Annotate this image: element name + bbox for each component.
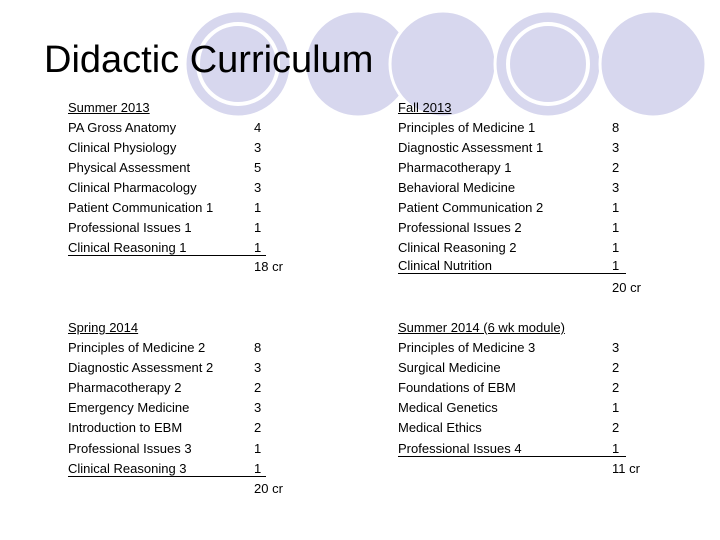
course-name: Introduction to EBM bbox=[68, 420, 183, 435]
term-heading-summer-2013: Summer 2013 bbox=[68, 100, 150, 115]
course-name: Foundations of EBM bbox=[398, 380, 516, 395]
course-credits: 3 bbox=[612, 140, 620, 155]
course-credits: 3 bbox=[254, 400, 262, 415]
course-name: Diagnostic Assessment 2 bbox=[68, 360, 214, 375]
course-name: Diagnostic Assessment 1 bbox=[398, 140, 544, 155]
course-credits: 1 bbox=[612, 258, 620, 273]
course-credits: 3 bbox=[612, 340, 620, 355]
course-credits: 3 bbox=[612, 180, 620, 195]
term-total: 20 cr bbox=[254, 481, 283, 496]
course-name: Medical Genetics bbox=[398, 400, 498, 415]
decor-circle bbox=[600, 11, 706, 117]
slide-title: Didactic Curriculum bbox=[44, 39, 374, 81]
course-credits: 4 bbox=[254, 120, 262, 135]
course-name: Principles of Medicine 1 bbox=[398, 120, 536, 135]
course-name: Clinical Pharmacology bbox=[68, 180, 197, 195]
course-name: Patient Communication 2 bbox=[398, 200, 544, 215]
course-credits: 3 bbox=[254, 180, 262, 195]
course-credits: 1 bbox=[612, 441, 620, 456]
course-credits: 1 bbox=[612, 400, 620, 415]
course-credits: 2 bbox=[254, 380, 262, 395]
course-credits: 2 bbox=[612, 360, 620, 375]
course-credits: 1 bbox=[254, 461, 262, 476]
subtotal-rule bbox=[398, 456, 626, 457]
course-name: Surgical Medicine bbox=[398, 360, 501, 375]
subtotal-rule bbox=[398, 273, 626, 274]
course-name: Clinical Nutrition bbox=[398, 258, 492, 273]
subtotal-rule bbox=[68, 255, 266, 256]
course-name: Clinical Reasoning 2 bbox=[398, 240, 517, 255]
course-name: Clinical Reasoning 1 bbox=[68, 240, 187, 255]
decor-circle bbox=[495, 11, 601, 117]
course-name: Pharmacotherapy 1 bbox=[398, 160, 512, 175]
term-heading-summer-2014: Summer 2014 (6 wk module) bbox=[398, 320, 565, 335]
course-credits: 1 bbox=[254, 220, 262, 235]
course-name: PA Gross Anatomy bbox=[68, 120, 177, 135]
term-total: 11 cr bbox=[612, 461, 640, 476]
course-credits: 2 bbox=[612, 420, 620, 435]
course-credits: 8 bbox=[254, 340, 262, 355]
subtotal-rule bbox=[68, 476, 266, 477]
term-heading-fall-2013: Fall 2013 bbox=[398, 100, 452, 115]
course-credits: 2 bbox=[254, 420, 262, 435]
course-name: Emergency Medicine bbox=[68, 400, 190, 415]
course-credits: 2 bbox=[612, 160, 620, 175]
course-name: Patient Communication 1 bbox=[68, 200, 214, 215]
course-name: Pharmacotherapy 2 bbox=[68, 380, 182, 395]
course-credits: 3 bbox=[254, 140, 262, 155]
course-credits: 1 bbox=[254, 441, 262, 456]
course-credits: 1 bbox=[612, 220, 620, 235]
course-name: Clinical Reasoning 3 bbox=[68, 461, 187, 476]
term-total: 20 cr bbox=[612, 280, 641, 295]
course-name: Clinical Physiology bbox=[68, 140, 177, 155]
course-name: Physical Assessment bbox=[68, 160, 191, 175]
course-name: Principles of Medicine 3 bbox=[398, 340, 536, 355]
course-credits: 1 bbox=[612, 200, 620, 215]
term-total: 18 cr bbox=[254, 259, 283, 274]
course-credits: 1 bbox=[612, 240, 620, 255]
course-name: Medical Ethics bbox=[398, 420, 482, 435]
course-name: Professional Issues 4 bbox=[398, 441, 522, 456]
course-credits: 2 bbox=[612, 380, 620, 395]
course-name: Professional Issues 2 bbox=[398, 220, 522, 235]
course-credits: 3 bbox=[254, 360, 262, 375]
course-name: Professional Issues 3 bbox=[68, 441, 192, 456]
term-heading-spring-2014: Spring 2014 bbox=[68, 320, 139, 335]
course-credits: 1 bbox=[254, 200, 262, 215]
course-credits: 5 bbox=[254, 160, 262, 175]
course-credits: 8 bbox=[612, 120, 620, 135]
course-name: Professional Issues 1 bbox=[68, 220, 192, 235]
course-credits: 1 bbox=[254, 240, 262, 255]
course-name: Principles of Medicine 2 bbox=[68, 340, 206, 355]
course-name: Behavioral Medicine bbox=[398, 180, 516, 195]
